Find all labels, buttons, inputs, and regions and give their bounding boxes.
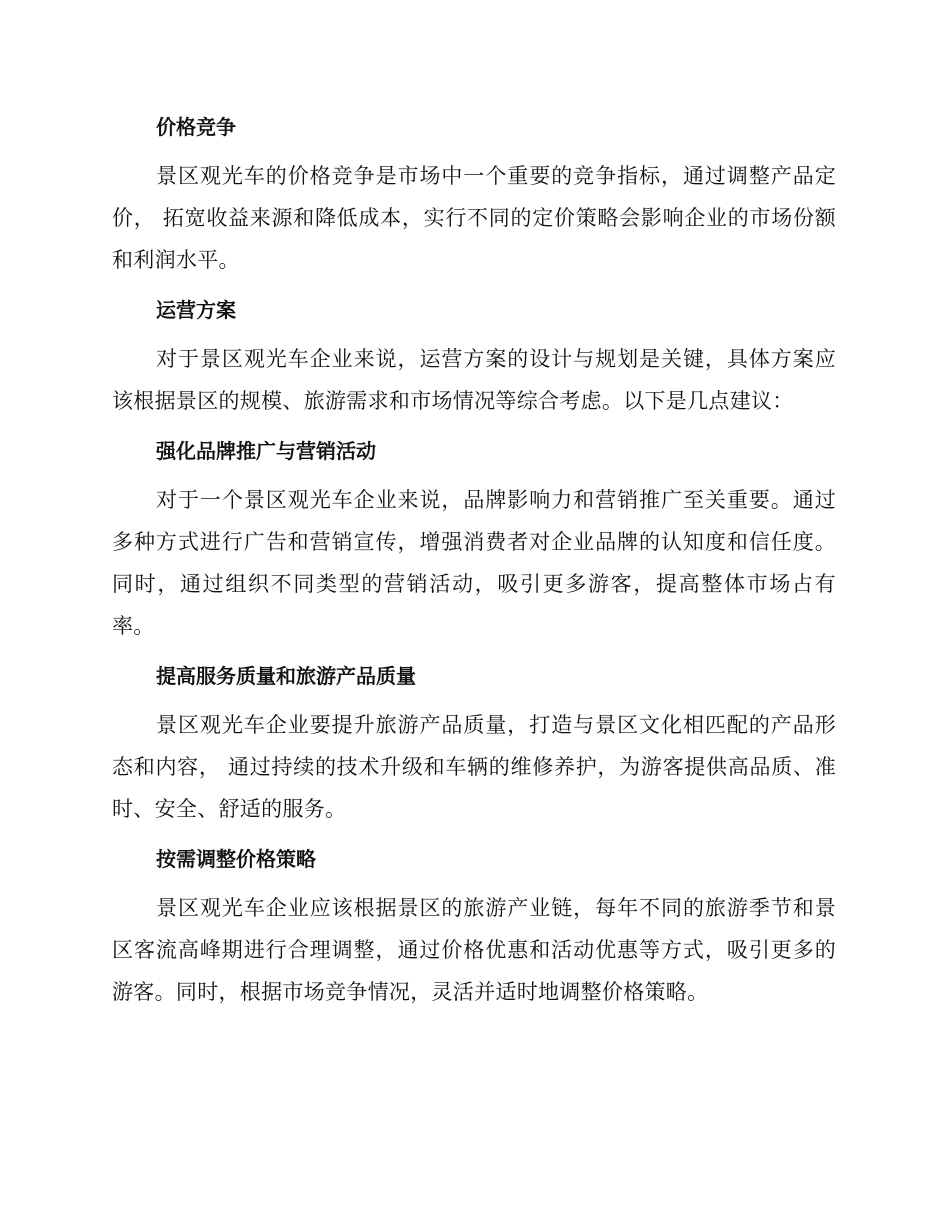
section-heading-brand-marketing: 强化品牌推广与营销活动 bbox=[156, 439, 376, 463]
section-heading-operation-plan: 运营方案 bbox=[156, 298, 236, 322]
document-body bbox=[112, 108, 836, 1023]
section-paragraph-service-quality: 景区观光车企业要提升旅游产品质量，打造与景区文化相匹配的产品形态和内容， 通过持续的技术升级和车辆的维修养护，为游客提供高品质、准时、安全、舒适的服务。 bbox=[112, 713, 836, 821]
section-paragraph-price-competition: 景区观光车的价格竞争是市场中一个重要的竞争指标，通过调整产品定价， 拓宽收益来源和降低成本，实行不同的定价策略会影响企业的市场份额和利润水平。 bbox=[112, 164, 836, 272]
section-heading-service-quality: 提高服务质量和旅游产品质量 bbox=[156, 664, 416, 688]
section-paragraph-brand-marketing: 对于一个景区观光车企业来说，品牌影响力和营销推广至关重要。通过多种方式进行广告和营销宣传，增强消费者对企业品牌的认知度和信任度。同时，通过组织不同类型的营销活动，吸引更多游客，提高整体市场占有率。 bbox=[112, 488, 836, 638]
section-heading-price-competition: 价格竞争 bbox=[156, 115, 236, 139]
section-heading-price-strategy: 按需调整价格策略 bbox=[156, 847, 316, 871]
section-paragraph-operation-plan: 对于景区观光车企业来说，运营方案的设计与规划是关键，具体方案应该根据景区的规模、旅游需求和市场情况等综合考虑。以下是几点建议： bbox=[112, 347, 836, 413]
section-paragraph-price-strategy: 景区观光车企业应该根据景区的旅游产业链，每年不同的旅游季节和景区客流高峰期进行合理调整，通过价格优惠和活动优惠等方式，吸引更多的游客。同时，根据市场竞争情况，灵活并适时地调整价格策略。 bbox=[112, 896, 836, 1004]
